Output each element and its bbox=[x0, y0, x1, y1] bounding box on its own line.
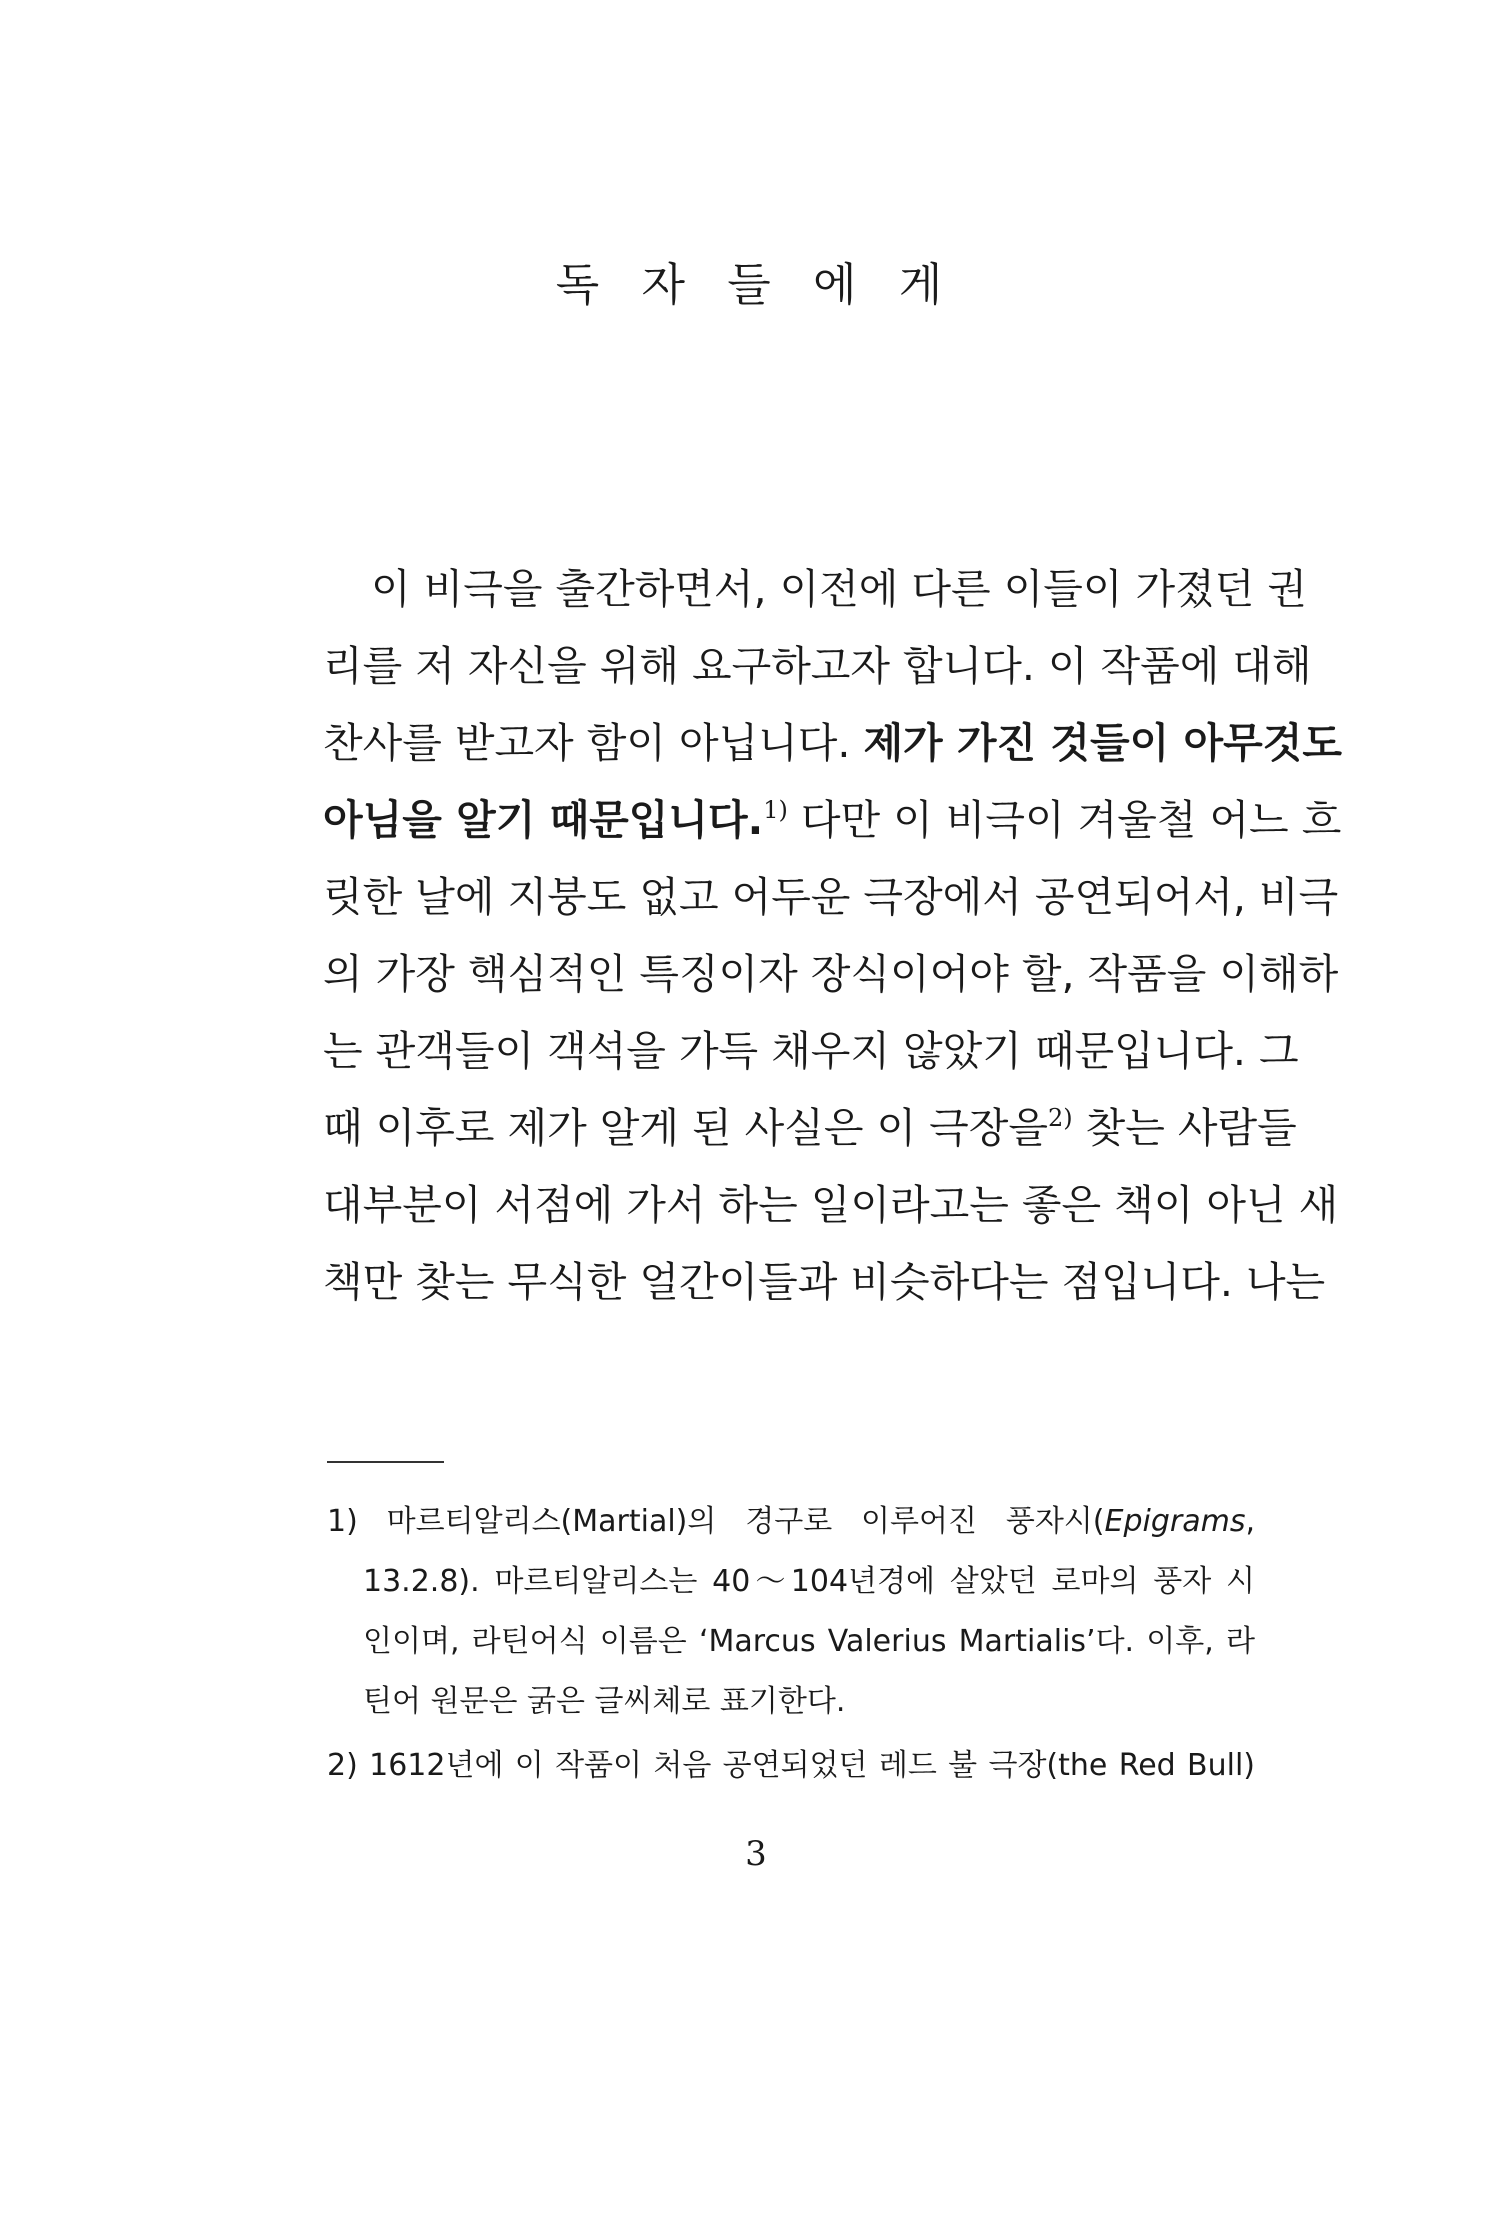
body-text: 대부분이 서점에 가서 하는 일이라고는 좋은 책이 아닌 새 bbox=[323, 1181, 1339, 1229]
body-line bbox=[323, 1095, 1297, 1154]
footnote-1-line bbox=[363, 1616, 1255, 1660]
bold-text: 아님을 알기 때문입니다. bbox=[323, 796, 764, 844]
body-line bbox=[323, 787, 1342, 846]
page-title: 독 자 들 에 게 bbox=[555, 258, 957, 311]
footnote-1-line bbox=[363, 1676, 1255, 1720]
body-text: 찬사를 받고자 함이 아닙니다. bbox=[323, 719, 864, 767]
body-line bbox=[323, 1249, 1326, 1308]
body-text: 책만 찾는 무식한 얼간이들과 비슷하다는 점입니다. 나는 bbox=[323, 1258, 1326, 1306]
body-line bbox=[323, 864, 1339, 923]
body-text: 는 관객들이 객석을 가득 채우지 않았기 때문입니다. 그 bbox=[323, 1027, 1299, 1075]
body-line bbox=[323, 1172, 1339, 1231]
footnote-text: , bbox=[1245, 1504, 1255, 1539]
italic-title: Epigrams bbox=[1104, 1504, 1246, 1539]
body-text: 때 이후로 제가 알게 된 사실은 이 극장을 bbox=[323, 1104, 1048, 1152]
footnote-text: 1) 마르티알리스(Martial)의 경구로 이루어진 풍자시( bbox=[327, 1504, 1105, 1539]
footnote-1 bbox=[327, 1496, 1255, 1540]
footnote-ref-2[interactable]: 2) bbox=[1047, 1104, 1073, 1132]
body-text: 다만 이 비극이 겨울철 어느 흐 bbox=[787, 796, 1342, 844]
footnote-1-line bbox=[363, 1556, 1255, 1600]
body-text: 의 가장 핵심적인 특징이자 장식이어야 할, 작품을 이해하 bbox=[323, 950, 1339, 998]
body-line bbox=[323, 710, 1342, 769]
footnote-ref-1[interactable]: 1) bbox=[763, 796, 788, 824]
bold-text: 제가 가진 것들이 아무것도 bbox=[863, 719, 1342, 767]
body-line bbox=[323, 633, 1312, 692]
body-text: 이 비극을 출간하면서, 이전에 다른 이들이 가졌던 권 bbox=[371, 565, 1307, 613]
footnote-text: 틴어 원문은 굵은 글씨체로 표기한다. bbox=[363, 1684, 846, 1719]
footnote-text: 2) 1612년에 이 작품이 처음 공연되었던 레드 불 극장(the Red Bull) bbox=[327, 1748, 1255, 1783]
footnote-divider bbox=[327, 1461, 444, 1463]
body-text: 찾는 사람들 bbox=[1072, 1104, 1297, 1152]
body-text: 릿한 날에 지붕도 없고 어두운 극장에서 공연되어서, 비극 bbox=[323, 873, 1339, 921]
footnote-text: 13.2.8). 마르티알리스는 40～104년경에 살았던 로마의 풍자 시 bbox=[363, 1564, 1255, 1599]
footnote-2 bbox=[327, 1740, 1255, 1784]
body-line bbox=[323, 1018, 1299, 1077]
body-line bbox=[323, 556, 1307, 615]
footnote-text: 인이며, 라틴어식 이름은 ‘Marcus Valerius Martialis’다. 이후, 라 bbox=[363, 1624, 1255, 1659]
body-line bbox=[323, 941, 1339, 1000]
page-number: 3 bbox=[745, 1834, 767, 1874]
body-text: 리를 저 자신을 위해 요구하고자 합니다. 이 작품에 대해 bbox=[323, 642, 1312, 690]
